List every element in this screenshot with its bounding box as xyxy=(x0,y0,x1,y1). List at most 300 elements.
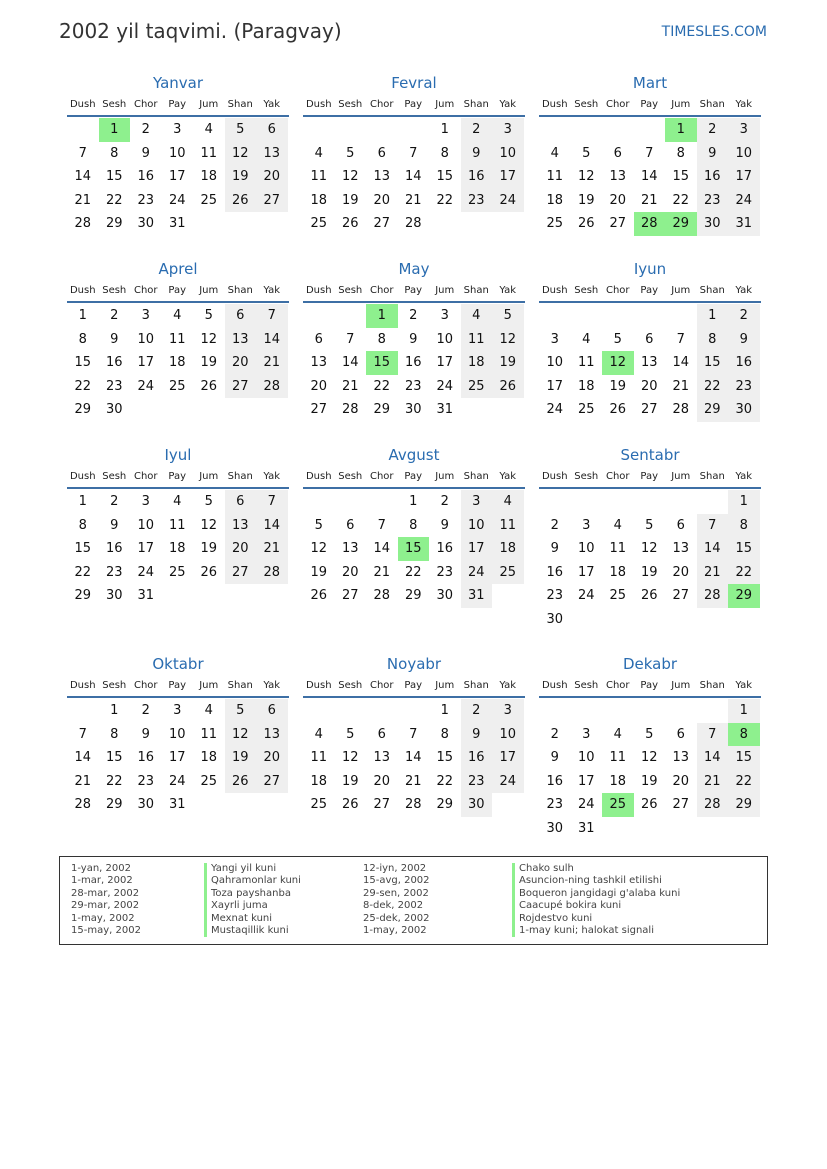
day-cell: 11 xyxy=(168,517,186,533)
week-row xyxy=(303,584,525,608)
day-cell: 31 xyxy=(137,588,155,604)
weekday-label: Pay xyxy=(640,680,659,691)
weekday-label: Chor xyxy=(369,471,394,482)
week-row xyxy=(303,490,525,514)
day-cell: 22 xyxy=(436,773,454,789)
empty-cell xyxy=(571,304,603,328)
day-cell: 14 xyxy=(672,355,690,371)
day-cell: 6 xyxy=(256,118,288,142)
weekday-label: Dush xyxy=(69,285,96,296)
day-cell: 7 xyxy=(78,726,87,742)
day-cell: 13 xyxy=(672,541,690,557)
day-cell: 3 xyxy=(141,308,150,323)
week-row xyxy=(303,561,525,585)
empty-cell xyxy=(634,304,666,328)
month-oktabr xyxy=(67,654,289,817)
day-cell: 12 xyxy=(341,169,359,185)
holiday-day-cell: 15 xyxy=(366,351,398,375)
weekday-label: Pay xyxy=(640,99,659,110)
day-cell: 20 xyxy=(256,746,288,770)
holiday-day-cell: 25 xyxy=(602,793,634,817)
empty-cell xyxy=(697,699,729,723)
weekday-label: Yak xyxy=(263,471,281,482)
legend-holiday-name: Mustaqillik kuni xyxy=(204,925,289,937)
week-row xyxy=(67,142,289,166)
month-name: Iyul xyxy=(164,446,192,464)
legend-date: 25-dek, 2002 xyxy=(363,912,430,924)
empty-cell xyxy=(492,398,524,422)
day-cell: 10 xyxy=(728,142,760,166)
day-cell: 28 xyxy=(373,588,391,604)
day-cell: 6 xyxy=(346,517,355,533)
empty-cell xyxy=(634,699,666,723)
month-name: Fevral xyxy=(391,74,437,92)
month-name: Noyabr xyxy=(386,655,442,673)
day-cell: 18 xyxy=(577,378,595,394)
weekday-label: Pay xyxy=(168,680,187,691)
week-row xyxy=(539,351,761,375)
month-iyul xyxy=(67,445,289,608)
day-cell: 21 xyxy=(74,773,92,789)
legend-date: 1-mar, 2002 xyxy=(71,875,133,887)
day-cell: 21 xyxy=(697,770,729,794)
week-row xyxy=(539,608,761,632)
day-cell: 18 xyxy=(310,192,328,208)
day-cell: 12 xyxy=(640,750,658,766)
day-cell: 14 xyxy=(697,746,729,770)
day-cell: 25 xyxy=(200,192,218,208)
day-cell: 21 xyxy=(697,561,729,585)
empty-cell xyxy=(602,608,634,632)
weekday-label: Jum xyxy=(671,680,691,691)
empty-cell xyxy=(67,699,99,723)
day-cell: 5 xyxy=(225,118,257,142)
day-cell: 22 xyxy=(728,770,760,794)
day-cell: 15 xyxy=(697,351,729,375)
month-may xyxy=(303,259,525,422)
day-cell: 20 xyxy=(256,165,288,189)
day-cell: 14 xyxy=(256,514,288,538)
legend-holiday-name: 1-may kuni; halokat signali xyxy=(512,925,654,937)
day-cell: 15 xyxy=(728,537,760,561)
day-cell: 12 xyxy=(225,142,257,166)
day-cell: 27 xyxy=(373,216,391,232)
day-cell: 16 xyxy=(436,541,454,557)
weekday-label: Dush xyxy=(305,285,332,296)
weekday-label: Pay xyxy=(404,471,423,482)
day-cell: 23 xyxy=(461,189,493,213)
day-cell: 2 xyxy=(440,494,449,509)
day-cell: 14 xyxy=(256,328,288,352)
empty-cell xyxy=(256,212,288,236)
day-cell: 31 xyxy=(461,584,493,608)
day-cell: 29 xyxy=(373,402,391,418)
weekday-label: Yak xyxy=(263,680,281,691)
month-name: Dekabr xyxy=(622,655,678,673)
day-cell: 19 xyxy=(225,165,257,189)
day-cell: 23 xyxy=(137,192,155,208)
day-cell: 12 xyxy=(200,517,218,533)
day-cell: 8 xyxy=(676,145,685,161)
weekday-label: Yak xyxy=(263,99,281,110)
empty-cell xyxy=(225,584,257,608)
week-row xyxy=(67,118,289,142)
site-link[interactable]: TIMESLES.COM xyxy=(661,24,767,40)
weekday-label: Chor xyxy=(133,99,158,110)
day-cell: 5 xyxy=(613,331,622,347)
weekday-label: Pay xyxy=(168,285,187,296)
day-cell: 3 xyxy=(173,703,182,718)
weekday-label: Jum xyxy=(435,99,455,110)
day-cell: 17 xyxy=(492,165,524,189)
weekday-label: Yak xyxy=(499,99,517,110)
week-row xyxy=(67,351,289,375)
day-cell: 9 xyxy=(141,145,150,161)
day-cell: 9 xyxy=(550,541,559,557)
day-cell: 14 xyxy=(404,169,422,185)
month-iyun xyxy=(539,259,761,422)
day-cell: 20 xyxy=(373,192,391,208)
legend-date: 8-dek, 2002 xyxy=(363,900,424,912)
day-cell: 10 xyxy=(577,541,595,557)
day-cell: 16 xyxy=(546,773,564,789)
empty-cell xyxy=(602,490,634,514)
week-row xyxy=(67,212,289,236)
day-cell: 19 xyxy=(200,355,218,371)
day-cell: 3 xyxy=(492,118,524,142)
empty-cell xyxy=(193,398,225,422)
empty-cell xyxy=(193,212,225,236)
week-row xyxy=(539,189,761,213)
day-cell: 9 xyxy=(409,331,418,347)
day-cell: 5 xyxy=(582,145,591,161)
legend-date: 12-iyn, 2002 xyxy=(363,863,427,874)
day-cell: 28 xyxy=(74,216,92,232)
legend-holiday-name: Boqueron jangidagi g'alaba kuni xyxy=(512,888,680,900)
week-row xyxy=(67,398,289,422)
day-cell: 28 xyxy=(256,561,288,585)
day-cell: 8 xyxy=(110,726,119,742)
day-cell: 19 xyxy=(200,541,218,557)
day-cell: 18 xyxy=(200,169,218,185)
day-cell: 23 xyxy=(105,378,123,394)
day-cell: 14 xyxy=(404,750,422,766)
day-cell: 26 xyxy=(492,375,524,399)
day-cell: 28 xyxy=(256,375,288,399)
day-cell: 28 xyxy=(74,797,92,813)
day-cell: 4 xyxy=(613,517,622,533)
weekday-header xyxy=(539,468,761,489)
legend-holiday-name: Toza payshanba xyxy=(204,888,291,900)
day-cell: 28 xyxy=(697,793,729,817)
day-cell: 10 xyxy=(461,514,493,538)
legend-date: 15-avg, 2002 xyxy=(363,875,430,887)
day-cell: 26 xyxy=(200,378,218,394)
weekday-label: Jum xyxy=(435,680,455,691)
day-cell: 2 xyxy=(550,726,559,742)
weekday-label: Shan xyxy=(463,680,489,691)
day-cell: 25 xyxy=(168,378,186,394)
day-cell: 10 xyxy=(436,331,454,347)
day-cell: 24 xyxy=(168,192,186,208)
day-cell: 12 xyxy=(577,169,595,185)
week-row xyxy=(539,561,761,585)
day-cell: 20 xyxy=(310,378,328,394)
legend-holiday-name: Mexnat kuni xyxy=(204,913,272,925)
month-name: Mart xyxy=(632,74,668,92)
day-cell: 30 xyxy=(697,212,729,236)
day-cell: 25 xyxy=(609,588,627,604)
week-row xyxy=(67,514,289,538)
day-cell: 21 xyxy=(404,773,422,789)
day-cell: 5 xyxy=(346,726,355,742)
day-cell: 1 xyxy=(110,703,119,718)
day-cell: 22 xyxy=(697,375,729,399)
day-cell: 30 xyxy=(137,797,155,813)
week-row xyxy=(303,142,525,166)
day-cell: 20 xyxy=(341,564,359,580)
day-cell: 30 xyxy=(546,820,564,836)
empty-cell xyxy=(665,699,697,723)
empty-cell xyxy=(539,118,571,142)
day-cell: 25 xyxy=(168,564,186,580)
week-row xyxy=(67,490,289,514)
holiday-day-cell: 12 xyxy=(602,351,634,375)
weekday-label: Pay xyxy=(404,285,423,296)
day-cell: 11 xyxy=(492,514,524,538)
day-cell: 16 xyxy=(546,564,564,580)
empty-cell xyxy=(634,490,666,514)
day-cell: 27 xyxy=(672,588,690,604)
empty-cell xyxy=(162,398,194,422)
day-cell: 11 xyxy=(461,328,493,352)
day-cell: 29 xyxy=(697,398,729,422)
day-cell: 20 xyxy=(672,564,690,580)
month-noyabr xyxy=(303,654,525,817)
day-cell: 21 xyxy=(74,192,92,208)
day-cell: 6 xyxy=(377,726,386,742)
week-row xyxy=(539,398,761,422)
week-row xyxy=(67,189,289,213)
day-cell: 11 xyxy=(577,355,595,371)
day-cell: 6 xyxy=(676,517,685,533)
day-cell: 18 xyxy=(492,537,524,561)
weekday-label: Jum xyxy=(199,680,219,691)
week-row xyxy=(303,189,525,213)
week-row xyxy=(539,118,761,142)
week-row xyxy=(539,514,761,538)
week-row xyxy=(303,537,525,561)
week-row xyxy=(303,699,525,723)
weekday-header xyxy=(67,282,289,303)
day-cell: 13 xyxy=(373,750,391,766)
empty-cell xyxy=(571,490,603,514)
empty-cell xyxy=(461,398,493,422)
month-name: Yanvar xyxy=(152,74,204,92)
day-cell: 18 xyxy=(200,750,218,766)
day-cell: 30 xyxy=(404,402,422,418)
weekday-label: Dush xyxy=(69,471,96,482)
day-cell: 1 xyxy=(728,490,760,514)
day-cell: 30 xyxy=(137,216,155,232)
day-cell: 27 xyxy=(256,189,288,213)
legend-date: 15-may, 2002 xyxy=(71,925,141,936)
day-cell: 11 xyxy=(609,750,627,766)
day-cell: 21 xyxy=(256,537,288,561)
day-cell: 19 xyxy=(492,351,524,375)
day-cell: 18 xyxy=(168,541,186,557)
empty-cell xyxy=(335,118,367,142)
day-cell: 11 xyxy=(200,726,218,742)
holiday-day-cell: 1 xyxy=(665,118,697,142)
day-cell: 25 xyxy=(310,797,328,813)
day-cell: 17 xyxy=(577,773,595,789)
day-cell: 18 xyxy=(461,351,493,375)
holiday-day-cell: 1 xyxy=(366,304,398,328)
week-row xyxy=(303,398,525,422)
weekday-label: Shan xyxy=(227,99,253,110)
day-cell: 25 xyxy=(577,402,595,418)
week-row xyxy=(539,304,761,328)
week-row xyxy=(303,723,525,747)
day-cell: 2 xyxy=(141,703,150,718)
weekday-label: Chor xyxy=(605,680,630,691)
day-cell: 26 xyxy=(640,588,658,604)
empty-cell xyxy=(697,490,729,514)
day-cell: 22 xyxy=(105,192,123,208)
day-cell: 2 xyxy=(550,517,559,533)
week-row xyxy=(303,165,525,189)
empty-cell xyxy=(539,699,571,723)
weekday-label: Yak xyxy=(263,285,281,296)
day-cell: 11 xyxy=(200,145,218,161)
week-row xyxy=(67,770,289,794)
empty-cell xyxy=(335,304,367,328)
weekday-header xyxy=(303,677,525,698)
day-cell: 14 xyxy=(74,169,92,185)
day-cell: 24 xyxy=(168,773,186,789)
day-cell: 8 xyxy=(697,328,729,352)
week-row xyxy=(303,212,525,236)
weekday-label: Shan xyxy=(699,285,725,296)
week-row xyxy=(539,723,761,747)
weekday-label: Pay xyxy=(640,471,659,482)
day-cell: 23 xyxy=(728,375,760,399)
empty-cell xyxy=(366,490,398,514)
weekday-label: Shan xyxy=(463,285,489,296)
day-cell: 30 xyxy=(461,793,493,817)
day-cell: 5 xyxy=(204,494,213,509)
day-cell: 24 xyxy=(492,770,524,794)
weekday-label: Sesh xyxy=(574,285,599,296)
day-cell: 15 xyxy=(74,355,92,371)
day-cell: 22 xyxy=(373,378,391,394)
day-cell: 18 xyxy=(168,355,186,371)
day-cell: 17 xyxy=(577,564,595,580)
day-cell: 23 xyxy=(137,773,155,789)
day-cell: 25 xyxy=(492,561,524,585)
empty-cell xyxy=(539,304,571,328)
day-cell: 13 xyxy=(609,169,627,185)
day-cell: 23 xyxy=(105,564,123,580)
weekday-label: Dush xyxy=(305,680,332,691)
day-cell: 4 xyxy=(613,726,622,742)
day-cell: 10 xyxy=(168,726,186,742)
day-cell: 22 xyxy=(404,564,422,580)
weekday-label: Shan xyxy=(463,471,489,482)
day-cell: 30 xyxy=(105,402,123,418)
day-cell: 1 xyxy=(440,703,449,718)
legend-holiday-name: Yangi yil kuni xyxy=(204,863,276,875)
day-cell: 26 xyxy=(609,402,627,418)
week-row xyxy=(67,561,289,585)
weekday-label: Dush xyxy=(541,471,568,482)
day-cell: 21 xyxy=(341,378,359,394)
weekday-header xyxy=(539,96,761,117)
day-cell: 2 xyxy=(141,122,150,137)
week-row xyxy=(67,723,289,747)
day-cell: 17 xyxy=(137,541,155,557)
week-row xyxy=(67,793,289,817)
day-cell: 7 xyxy=(697,723,729,747)
day-cell: 7 xyxy=(697,514,729,538)
month-name: Sentabr xyxy=(620,446,680,464)
day-cell: 16 xyxy=(461,165,493,189)
day-cell: 5 xyxy=(204,308,213,323)
day-cell: 13 xyxy=(225,514,257,538)
day-cell: 29 xyxy=(74,402,92,418)
empty-cell xyxy=(256,584,288,608)
day-cell: 12 xyxy=(492,328,524,352)
legend-holiday-name: Asuncion-ning tashkil etilishi xyxy=(512,875,662,887)
weekday-label: Shan xyxy=(463,99,489,110)
weekday-label: Chor xyxy=(133,471,158,482)
day-cell: 14 xyxy=(74,750,92,766)
week-row xyxy=(539,793,761,817)
month-name: Iyun xyxy=(633,260,667,278)
day-cell: 28 xyxy=(404,216,422,232)
weekday-label: Yak xyxy=(499,471,517,482)
weekday-label: Chor xyxy=(605,285,630,296)
day-cell: 4 xyxy=(314,145,323,161)
day-cell: 13 xyxy=(256,723,288,747)
day-cell: 2 xyxy=(409,308,418,323)
day-cell: 1 xyxy=(409,494,418,509)
day-cell: 17 xyxy=(137,355,155,371)
weekday-label: Dush xyxy=(69,99,96,110)
week-row xyxy=(303,328,525,352)
day-cell: 28 xyxy=(697,584,729,608)
weekday-label: Pay xyxy=(168,99,187,110)
empty-cell xyxy=(256,793,288,817)
day-cell: 5 xyxy=(314,517,323,533)
weekday-label: Yak xyxy=(499,285,517,296)
day-cell: 24 xyxy=(728,189,760,213)
day-cell: 17 xyxy=(461,537,493,561)
weekday-label: Sesh xyxy=(338,680,363,691)
week-row xyxy=(303,746,525,770)
day-cell: 14 xyxy=(697,537,729,561)
day-cell: 9 xyxy=(550,750,559,766)
empty-cell xyxy=(366,699,398,723)
day-cell: 11 xyxy=(310,169,328,185)
day-cell: 8 xyxy=(440,726,449,742)
weekday-label: Shan xyxy=(699,99,725,110)
day-cell: 15 xyxy=(672,169,690,185)
empty-cell xyxy=(492,584,524,608)
day-cell: 12 xyxy=(341,750,359,766)
weekday-label: Jum xyxy=(671,285,691,296)
